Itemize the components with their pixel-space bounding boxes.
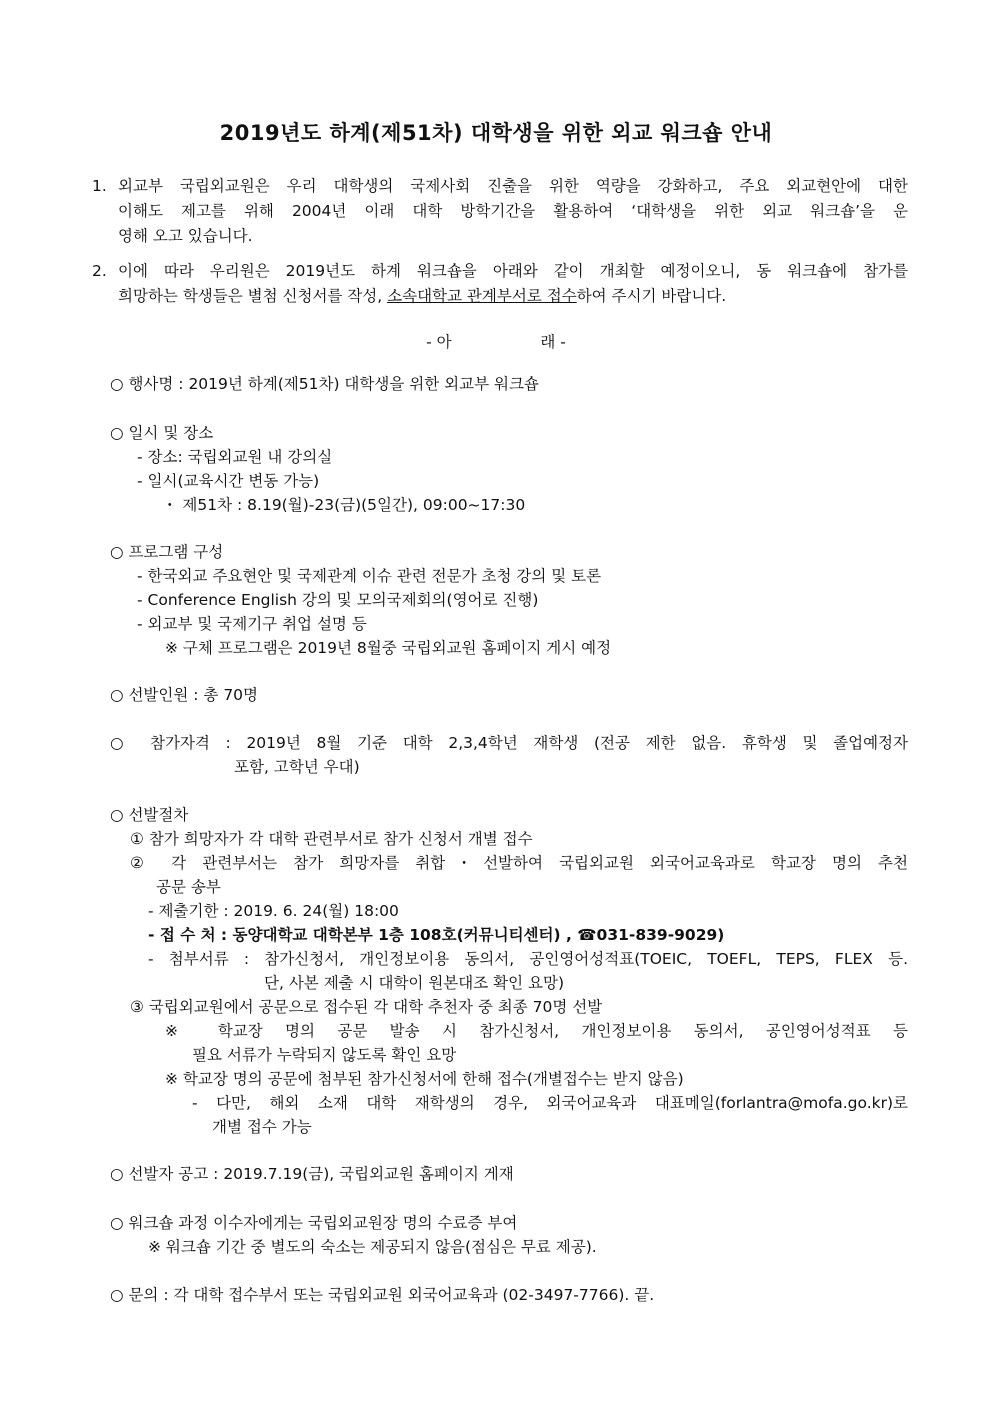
paragraph-2-underlined: 소속대학교 관계부서로 접수 (387, 287, 577, 305)
program-item: - Conference English 강의 및 모의국제회의(영어로 진행) (137, 591, 539, 609)
paragraph-1-line-3: 영해 오고 있습니다. (118, 227, 253, 245)
selection-step-2-line-2: 공문 송부 (156, 878, 221, 896)
selection-step-3: ③ 국립외교원에서 공문으로 접수된 각 대학 추천자 중 최종 70명 선발 (130, 998, 603, 1016)
below-heading: - 아 래 - (426, 333, 566, 351)
selection-note-2: ※ 학교장 명의 공문에 첨부된 참가신청서에 한해 접수(개별접수는 받지 않음) (165, 1070, 684, 1088)
program-item: - 한국외교 주요현안 및 국제관계 이슈 관련 전문가 초청 강의 및 토론 (137, 567, 602, 585)
paragraph-2-line-1: 이에 따라 우리원은 2019년도 하계 워크숍을 아래와 같이 개최할 예정이오니, 동 워크숍에 참가를 (118, 262, 908, 280)
schedule-heading: ○ 일시 및 장소 (110, 424, 214, 442)
completion-certificate: ○ 워크숍 과정 이수자에게는 국립외교원장 명의 수료증 부여 (110, 1214, 518, 1232)
paragraph-2-line-2-suffix: 하여 주시기 바랍니다. (576, 287, 727, 305)
program-heading: ○ 프로그램 구성 (110, 543, 224, 561)
paragraph-1-line-2: 이해도 제고를 위해 2004년 이래 대학 방학기간을 활용하여 ‘대학생을 위한 외교 워크숍’을 운 (118, 202, 908, 220)
accommodation-note: ※ 워크숍 기간 중 별도의 숙소는 제공되지 않음(점심은 무료 제공). (148, 1238, 597, 1256)
announcement: ○ 선발자 공고 : 2019.7.19(금), 국립외교원 홈페이지 게재 (110, 1165, 514, 1183)
paragraph-1-number: 1. (92, 177, 107, 195)
selection-heading: ○ 선발절차 (110, 806, 189, 824)
document-title: 2019년도 하계(제51차) 대학생을 위한 외교 워크숍 안내 (219, 121, 773, 145)
selection-note-1-line-1: ※ 학교장 명의 공문 발송 시 참가신청서, 개인정보이용 동의서, 공인영어성적표 등 (165, 1022, 908, 1040)
selection-note-3-line-1: - 다만, 해외 소재 대학 재학생의 경우, 외국어교육과 대표메일(forlantra@mofa.go.kr)로 (192, 1094, 908, 1112)
event-name: ○ 행사명 : 2019년 하계(제51차) 대학생을 위한 외교부 워크숍 (110, 375, 539, 393)
selection-note-1-line-2: 필요 서류가 누락되지 않도록 확인 요망 (192, 1046, 457, 1064)
selection-step-2-line-1: ② 각 관련부서는 참가 희망자를 취합・선발하여 국립외교원 외국어교육과로 학교장 명의 추천 (130, 854, 908, 872)
eligibility-line-2: 포함, 고학년 우대) (234, 758, 360, 776)
eligibility-line-1: ○ 참가자격 : 2019년 8월 기준 대학 2,3,4학년 재학생 (전공 제한 없음. 휴학생 및 졸업예정자 (110, 734, 908, 752)
paragraph-2-line-2-prefix: 희망하는 학생들은 별첨 신청서를 작성, (118, 287, 388, 305)
paragraph-2-line-2 (118, 284, 726, 308)
attached-documents-line-1: - 첨부서류 : 참가신청서, 개인정보이용 동의서, 공인영어성적표(TOEIC, TOEFL, TEPS, FLEX 등. (148, 950, 908, 968)
program-item: - 외교부 및 국제기구 취업 설명 등 (137, 615, 367, 633)
schedule-time: - 일시(교육시간 변동 가능) (137, 472, 320, 490)
schedule-place: - 장소: 국립외교원 내 강의실 (137, 448, 333, 466)
schedule-session: ・ 제51차 : 8.19(월)-23(금)(5일간), 09:00~17:30 (162, 496, 526, 514)
paragraph-1-line-1: 외교부 국립외교원은 우리 대학생의 국제사회 진출을 위한 역량을 강화하고, 주요 외교현안에 대한 (118, 177, 908, 195)
submission-deadline: - 제출기한 : 2019. 6. 24(월) 18:00 (148, 902, 399, 920)
paragraph-2-number: 2. (92, 262, 107, 280)
attached-documents-line-2: 단, 사본 제출 시 대학이 원본대조 확인 요망) (264, 974, 565, 992)
reception-office: - 접 수 처 : 동양대학교 대학본부 1층 108호(커뮤니티센터) , ☎031-839-9029) (148, 926, 725, 944)
selection-note-3-line-2: 개별 접수 가능 (212, 1118, 312, 1136)
selection-step-1: ① 참가 희망자가 각 대학 관련부서로 참가 신청서 개별 접수 (130, 830, 533, 848)
program-note: ※ 구체 프로그램은 2019년 8월중 국립외교원 홈페이지 게시 예정 (165, 639, 612, 657)
contact-info: ○ 문의 : 각 대학 접수부서 또는 국립외교원 외국어교육과 (02-3497-7766). 끝. (110, 1286, 655, 1304)
quota: ○ 선발인원 : 총 70명 (110, 686, 259, 704)
